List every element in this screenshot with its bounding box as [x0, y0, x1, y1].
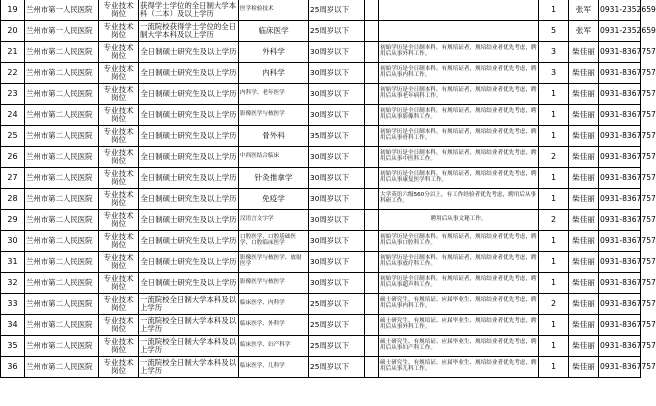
education-requirement: 一流院校全日制大学本科及以上学历 [139, 294, 239, 315]
position-type: 专业技术岗位 [99, 42, 139, 63]
education-requirement: 全日制硕士研究生及以上学历 [139, 126, 239, 147]
table-row [1, 42, 641, 63]
table-row [1, 84, 641, 105]
hiring-count: 1 [539, 189, 569, 210]
education-requirement: 全日制硕士研究生及以上学历 [139, 231, 239, 252]
blank-cell [365, 0, 379, 21]
blank-cell [365, 294, 379, 315]
hiring-count: 1 [539, 0, 569, 21]
position-type: 专业技术岗位 [99, 273, 139, 294]
table-row [1, 168, 641, 189]
position-type: 专业技术岗位 [99, 0, 139, 21]
contact-person: 柴佳丽 [569, 336, 599, 357]
major-requirement: 汉语言文字学 [239, 210, 309, 231]
blank-cell [365, 21, 379, 42]
contact-person: 张军 [569, 0, 599, 21]
row-number: 28 [1, 189, 25, 210]
education-requirement: 全日制硕士研究生及以上学历 [139, 210, 239, 231]
table-row [1, 294, 641, 315]
major-requirement: 中西医结合临床 [239, 147, 309, 168]
other-requirements: 初始学历是全日制本科，有规培证者，规培结业者优先考虑，聘用后从事康复医学科工作。 [379, 168, 539, 189]
hiring-unit: 兰州市第一人民医院 [25, 0, 99, 21]
major-requirement: 临床医学、妇产科学 [239, 336, 309, 357]
hiring-count: 1 [539, 357, 569, 378]
table-row [1, 21, 641, 42]
row-number: 21 [1, 42, 25, 63]
position-type: 专业技术岗位 [99, 210, 139, 231]
age-requirement: 25周岁以下 [309, 315, 365, 336]
blank-cell [365, 189, 379, 210]
row-number: 24 [1, 105, 25, 126]
position-type: 专业技术岗位 [99, 315, 139, 336]
education-requirement: 一流院校全日制大学本科及以上学历 [139, 315, 239, 336]
position-type: 专业技术岗位 [99, 189, 139, 210]
major-requirement: 内科学 [239, 63, 309, 84]
contact-person: 柴佳丽 [569, 126, 599, 147]
other-requirements: 初始学历是全日制本科，有规培证者，规培结业者优先考虑，聘用后从事口腔科工作。 [379, 231, 539, 252]
major-requirement: 内科学、老年医学 [239, 84, 309, 105]
hiring-unit: 兰州市第二人民医院 [25, 189, 99, 210]
major-requirement: 免疫学 [239, 189, 309, 210]
hiring-unit: 兰州市第二人民医院 [25, 63, 99, 84]
contact-phone: 0931-8367757 [599, 273, 641, 294]
age-requirement: 25周岁以下 [309, 0, 365, 21]
contact-phone: 0931-8367757 [599, 294, 641, 315]
position-type: 专业技术岗位 [99, 147, 139, 168]
other-requirements: 初始学历是全日制本科，有规培证者，规培结业者优先考虑，聘用后从事中医科工作。 [379, 147, 539, 168]
education-requirement: 获得学士学位的全日制大学本科（二本）及以上学历 [139, 0, 239, 21]
age-requirement: 25周岁以下 [309, 357, 365, 378]
contact-person: 柴佳丽 [569, 42, 599, 63]
other-requirements: 初始学历是全日制本科，有规培证者，规培结业者优先考虑，聘用后从事骨科工作。 [379, 126, 539, 147]
hiring-count: 1 [539, 126, 569, 147]
hiring-count: 2 [539, 294, 569, 315]
hiring-count: 1 [539, 273, 569, 294]
blank-cell [365, 63, 379, 84]
hiring-unit: 兰州市第二人民医院 [25, 357, 99, 378]
education-requirement: 全日制硕士研究生及以上学历 [139, 63, 239, 84]
other-requirements: 初始学历是全日制本科，有规培证者，规培结业者优先考虑，聘用后从事老年病科工作。 [379, 84, 539, 105]
position-type: 专业技术岗位 [99, 21, 139, 42]
contact-phone: 0931-8367757 [599, 252, 641, 273]
age-requirement: 30周岁以下 [309, 42, 365, 63]
education-requirement: 一流院校全日制大学本科及以上学历 [139, 336, 239, 357]
row-number: 22 [1, 63, 25, 84]
contact-phone: 0931-2352659 [599, 0, 641, 21]
table-row [1, 147, 641, 168]
contact-phone: 0931-8367757 [599, 210, 641, 231]
blank-cell [365, 315, 379, 336]
row-number: 29 [1, 210, 25, 231]
table-row [1, 336, 641, 357]
row-number: 26 [1, 147, 25, 168]
age-requirement: 30周岁以下 [309, 210, 365, 231]
table-row [1, 210, 641, 231]
contact-person: 柴佳丽 [569, 315, 599, 336]
position-type: 专业技术岗位 [99, 126, 139, 147]
blank-cell [365, 105, 379, 126]
blank-cell [365, 210, 379, 231]
age-requirement: 25周岁以下 [309, 336, 365, 357]
other-requirements: 大学英语六级560分以上，有工作经验者优先考虑，聘用后从事科研工作。 [379, 189, 539, 210]
contact-person: 柴佳丽 [569, 84, 599, 105]
contact-phone: 0931-2352659 [599, 21, 641, 42]
contact-phone: 0931-8367757 [599, 126, 641, 147]
age-requirement: 35周岁以下 [309, 126, 365, 147]
row-number: 23 [1, 84, 25, 105]
table-row [1, 252, 641, 273]
contact-phone: 0931-8367757 [599, 336, 641, 357]
row-number: 25 [1, 126, 25, 147]
hiring-unit: 兰州市第二人民医院 [25, 147, 99, 168]
education-requirement: 全日制硕士研究生及以上学历 [139, 252, 239, 273]
contact-phone: 0931-8367757 [599, 84, 641, 105]
other-requirements [379, 0, 539, 21]
row-number: 31 [1, 252, 25, 273]
position-type: 专业技术岗位 [99, 63, 139, 84]
hiring-unit: 兰州市第二人民医院 [25, 231, 99, 252]
education-requirement: 全日制硕士研究生及以上学历 [139, 105, 239, 126]
hiring-count: 1 [539, 231, 569, 252]
other-requirements: 初始学历是全日制本科，有规培证者，规培结业者优先考虑，聘用后从事外科工作。 [379, 42, 539, 63]
blank-cell [365, 231, 379, 252]
education-requirement: 一流院校全日制大学本科及以上学历 [139, 357, 239, 378]
other-requirements [379, 21, 539, 42]
major-requirement: 临床医学、外科学 [239, 315, 309, 336]
other-requirements: 硕士研究生、有规培证、应届毕业生、规培结业者优先考虑，聘用后从事妇产科工作。 [379, 336, 539, 357]
other-requirements: 硕士研究生、有规培证、应届毕业生、规培结业者优先考虑，聘用后从事儿科工作。 [379, 357, 539, 378]
table-row [1, 126, 641, 147]
table-row [1, 357, 641, 378]
contact-phone: 0931-8367757 [599, 147, 641, 168]
major-requirement: 影像医学与核医学 [239, 105, 309, 126]
education-requirement: 全日制硕士研究生及以上学历 [139, 42, 239, 63]
age-requirement: 30周岁以下 [309, 273, 365, 294]
blank-cell [365, 252, 379, 273]
row-number: 20 [1, 21, 25, 42]
education-requirement: 全日制硕士研究生及以上学历 [139, 273, 239, 294]
other-requirements: 初始学历是全日制本科，有规培证者，规培结业者优先考虑，聘用后从事影像科工作。 [379, 105, 539, 126]
hiring-count: 2 [539, 147, 569, 168]
age-requirement: 30周岁以下 [309, 84, 365, 105]
education-requirement: 全日制硕士研究生及以上学历 [139, 168, 239, 189]
hiring-count: 3 [539, 63, 569, 84]
blank-cell [365, 84, 379, 105]
table-body [1, 0, 656, 378]
other-requirements: 硕士研究生、有规培证、应届毕业生、规培结业者优先考虑，聘用后从事外科工作。 [379, 315, 539, 336]
contact-person: 柴佳丽 [569, 189, 599, 210]
table-row [1, 0, 641, 21]
contact-person: 柴佳丽 [569, 357, 599, 378]
blank-cell [365, 273, 379, 294]
hiring-count: 5 [539, 21, 569, 42]
hiring-count: 1 [539, 84, 569, 105]
age-requirement: 30周岁以下 [309, 147, 365, 168]
education-requirement: 全日制硕士研究生及以上学历 [139, 84, 239, 105]
age-requirement: 30周岁以下 [309, 252, 365, 273]
hiring-unit: 兰州市第二人民医院 [25, 294, 99, 315]
contact-person: 柴佳丽 [569, 210, 599, 231]
row-number: 30 [1, 231, 25, 252]
position-type: 专业技术岗位 [99, 84, 139, 105]
education-requirement: 一流院校获得学士学位的全日制大学本科及以上学历 [139, 21, 239, 42]
age-requirement: 30周岁以下 [309, 168, 365, 189]
contact-person: 柴佳丽 [569, 273, 599, 294]
major-requirement: 医学检验技术 [239, 0, 309, 21]
row-number: 36 [1, 357, 25, 378]
contact-person: 柴佳丽 [569, 147, 599, 168]
other-requirements: 硕士研究生、有规培证、应届毕业生、规培结业者优先考虑，聘用后从事内科工作。 [379, 294, 539, 315]
position-type: 专业技术岗位 [99, 336, 139, 357]
blank-cell [365, 357, 379, 378]
table-row [1, 315, 641, 336]
contact-person: 张军 [569, 21, 599, 42]
hiring-count: 1 [539, 252, 569, 273]
education-requirement: 全日制硕士研究生及以上学历 [139, 189, 239, 210]
age-requirement: 25周岁以下 [309, 294, 365, 315]
major-requirement: 临床医学 [239, 21, 309, 42]
hiring-count: 2 [539, 210, 569, 231]
hiring-count: 1 [539, 336, 569, 357]
hiring-unit: 兰州市第二人民医院 [25, 84, 99, 105]
position-type: 专业技术岗位 [99, 168, 139, 189]
hiring-unit: 兰州市第二人民医院 [25, 252, 99, 273]
hiring-count: 1 [539, 315, 569, 336]
hiring-unit: 兰州市第二人民医院 [25, 315, 99, 336]
hiring-unit: 兰州市第二人民医院 [25, 168, 99, 189]
row-number: 32 [1, 273, 25, 294]
hiring-unit: 兰州市第二人民医院 [25, 105, 99, 126]
contact-phone: 0931-8367757 [599, 357, 641, 378]
other-requirements: 初始学历是全日制本科，有规培证者，规培结业者优先考虑，聘用后从事超声科工作。 [379, 273, 539, 294]
contact-person: 柴佳丽 [569, 168, 599, 189]
major-requirement: 临床医学、儿科学 [239, 357, 309, 378]
table-row [1, 231, 641, 252]
position-type: 专业技术岗位 [99, 294, 139, 315]
hiring-unit: 兰州市第二人民医院 [25, 273, 99, 294]
contact-phone: 0931-8367757 [599, 105, 641, 126]
major-requirement: 骨外科 [239, 126, 309, 147]
row-number: 34 [1, 315, 25, 336]
hiring-count: 3 [539, 42, 569, 63]
hiring-unit: 兰州市第二人民医院 [25, 126, 99, 147]
row-number: 35 [1, 336, 25, 357]
hiring-count: 1 [539, 168, 569, 189]
table-row [1, 63, 641, 84]
position-type: 专业技术岗位 [99, 252, 139, 273]
age-requirement: 30周岁以下 [309, 105, 365, 126]
hiring-unit: 兰州市第二人民医院 [25, 336, 99, 357]
blank-cell [365, 168, 379, 189]
hiring-unit: 兰州市第二人民医院 [25, 210, 99, 231]
contact-person: 柴佳丽 [569, 252, 599, 273]
contact-phone: 0931-8367757 [599, 63, 641, 84]
age-requirement: 30周岁以下 [309, 231, 365, 252]
position-type: 专业技术岗位 [99, 357, 139, 378]
table-row [1, 105, 641, 126]
contact-phone: 0931-8367757 [599, 231, 641, 252]
row-number: 19 [1, 0, 25, 21]
position-type: 专业技术岗位 [99, 231, 139, 252]
row-number: 33 [1, 294, 25, 315]
age-requirement: 30周岁以下 [309, 63, 365, 84]
major-requirement: 口腔医学、口腔基础医学、口腔临床医学 [239, 231, 309, 252]
contact-phone: 0931-8367757 [599, 168, 641, 189]
other-requirements: 初始学历是全日制本科，有规培证者，规培结业者优先考虑，聘用后从事放疗科工作。 [379, 252, 539, 273]
major-requirement: 针灸推拿学 [239, 168, 309, 189]
contact-person: 柴佳丽 [569, 294, 599, 315]
age-requirement: 25周岁以下 [309, 21, 365, 42]
major-requirement: 临床医学、内科学 [239, 294, 309, 315]
hiring-unit: 兰州市第一人民医院 [25, 21, 99, 42]
major-requirement: 影像医学与核医学 [239, 273, 309, 294]
contact-person: 柴佳丽 [569, 63, 599, 84]
contact-phone: 0931-8367757 [599, 42, 641, 63]
education-requirement: 全日制硕士研究生及以上学历 [139, 147, 239, 168]
position-type: 专业技术岗位 [99, 105, 139, 126]
other-requirements: 聘用后从事文秘工作。 [379, 210, 539, 231]
table-row [1, 273, 641, 294]
blank-cell [365, 336, 379, 357]
hiring-unit: 兰州市第二人民医院 [25, 42, 99, 63]
major-requirement: 影像医学与核医学、放射医学 [239, 252, 309, 273]
other-requirements: 初始学历是全日制本科，有规培证者，规培结业者优先考虑，聘用后从事内科工作。 [379, 63, 539, 84]
blank-cell [365, 147, 379, 168]
contact-person: 柴佳丽 [569, 231, 599, 252]
blank-cell [365, 42, 379, 63]
table-row [1, 189, 641, 210]
contact-phone: 0931-8367757 [599, 315, 641, 336]
contact-phone: 0931-8367757 [599, 189, 641, 210]
blank-cell [365, 126, 379, 147]
age-requirement: 30周岁以下 [309, 189, 365, 210]
major-requirement: 外科学 [239, 42, 309, 63]
contact-person: 柴佳丽 [569, 105, 599, 126]
hiring-count: 1 [539, 105, 569, 126]
row-number: 27 [1, 168, 25, 189]
